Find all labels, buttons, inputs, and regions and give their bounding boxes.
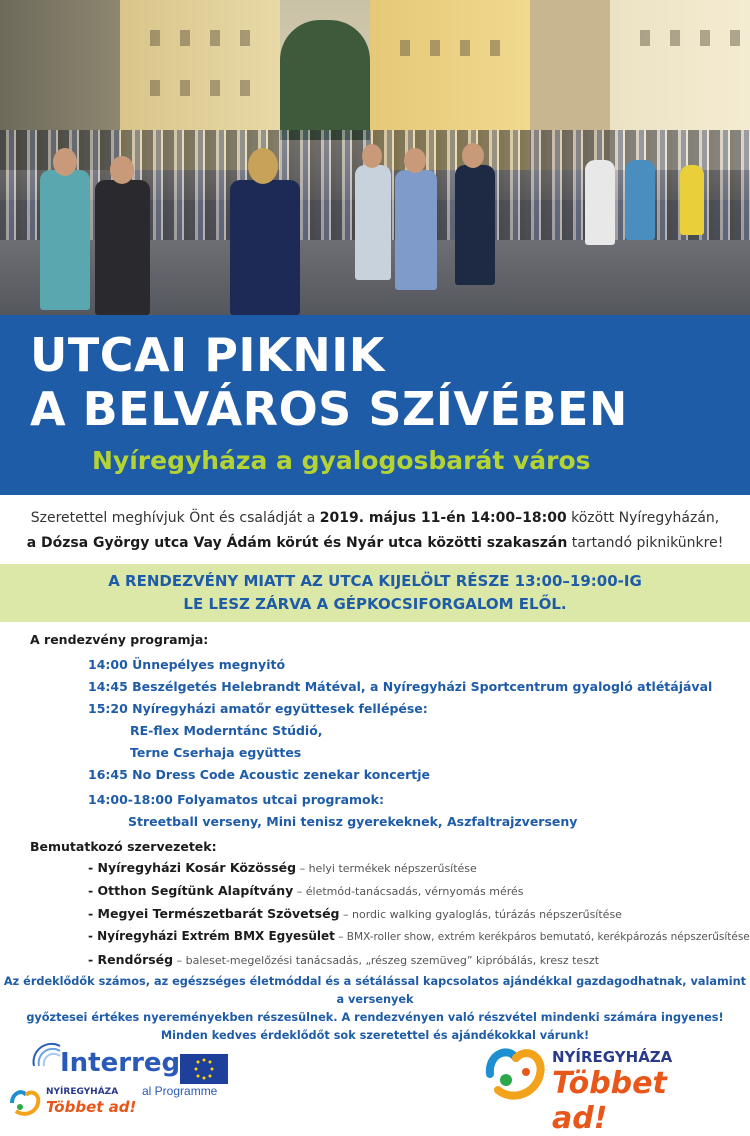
program-item: 14:00-18:00 Folyamatos utcai programok: bbox=[88, 792, 384, 807]
headline-line1: UTCAI PIKNIK bbox=[30, 328, 385, 382]
organization-item: - Otthon Segítünk Alapítvány – életmód-tanácsadás, vérnyomás mérés bbox=[88, 883, 524, 898]
road-closure-notice bbox=[0, 564, 750, 622]
nyiregyhaza-emblem-icon bbox=[482, 1042, 548, 1108]
organization-item: - Megyei Természetbarát Szövetség – nordic walking gyaloglás, túrázás népszerűsítése bbox=[88, 906, 622, 921]
nyiregyhaza-logo: NYÍREGYHÁZA Többet ad! bbox=[482, 1040, 732, 1110]
program-heading: A rendezvény programja: bbox=[30, 632, 209, 647]
organization-item: - Nyíregyházi Extrém BMX Egyesület – BMX-roller show, extrém kerékpáros bemutató, kerékpározás népszerűsítése bbox=[88, 929, 750, 943]
eu-flag-icon bbox=[180, 1054, 228, 1084]
invitation-text: Szeretettel meghívjuk Önt és családját a 2019. május 11-én 14:00–18:00 között Nyíregyházán, a Dózsa György utca Vay Ádám körút és Nyár utca közötti szakaszán tartandó piknikünkre! bbox=[26, 510, 724, 551]
nyiregyhaza-logo-small: NYÍREGYHÁZA Többet ad! bbox=[8, 1085, 148, 1121]
subtitle: Nyíregyháza a gyalogosbarát város bbox=[92, 446, 591, 475]
headline-line2: A BELVÁROS SZÍVÉBEN bbox=[30, 382, 628, 436]
street-crowd-photo bbox=[0, 0, 750, 315]
organization-item: - Rendőrség – baleset-megelőzési tanácsadás, „részeg szemüveg” kipróbálás, kresz teszt bbox=[88, 952, 600, 967]
program-subitem: Streetball verseny, Mini tenisz gyerekeknek, Aszfaltrajzverseny bbox=[128, 814, 578, 829]
notice-line2: LE LESZ ZÁRVA A GÉPKOCSIFORGALOM ELŐL. bbox=[183, 595, 567, 613]
organizations-heading: Bemutatkozó szervezetek: bbox=[30, 839, 217, 854]
interreg-logo: Interreg al Programme bbox=[30, 1040, 240, 1100]
organization-item: - Nyíregyházi Kosár Közösség – helyi termékek népszerűsítése bbox=[88, 860, 477, 875]
program-item: 14:00 Ünnepélyes megnyitó bbox=[88, 657, 286, 672]
program-item: 14:45 Beszélgetés Helebrandt Mátéval, a Nyíregyházi Sportcentrum gyalogló atlétájával bbox=[88, 679, 713, 694]
closing-text: Az érdeklődők számos, az egészséges életmóddal és a sétálással kapcsolatos ajándékkal gazdagodhatnak, valamint a versenyek győztesei értékes nyereményekben részesülnek. A rendezvényen való részvétel mindenki számára ingyenes! Minden kedves érdeklődőt sok szeretettel és ajándékokkal várunk! bbox=[3, 975, 747, 1042]
program-item: 16:45 No Dress Code Acoustic zenekar koncertje bbox=[88, 767, 431, 782]
program-subitem: RE-flex Moderntánc Stúdió, bbox=[130, 723, 323, 738]
notice-line1: A RENDEZVÉNY MIATT AZ UTCA KIJELÖLT RÉSZE 13:00–19:00-IG bbox=[108, 572, 642, 590]
program-subitem: Terne Cserhaja együttes bbox=[130, 745, 302, 760]
program-item: 15:20 Nyíregyházi amatőr együttesek fellépése: bbox=[88, 701, 428, 716]
nyiregyhaza-emblem-icon bbox=[8, 1087, 42, 1119]
